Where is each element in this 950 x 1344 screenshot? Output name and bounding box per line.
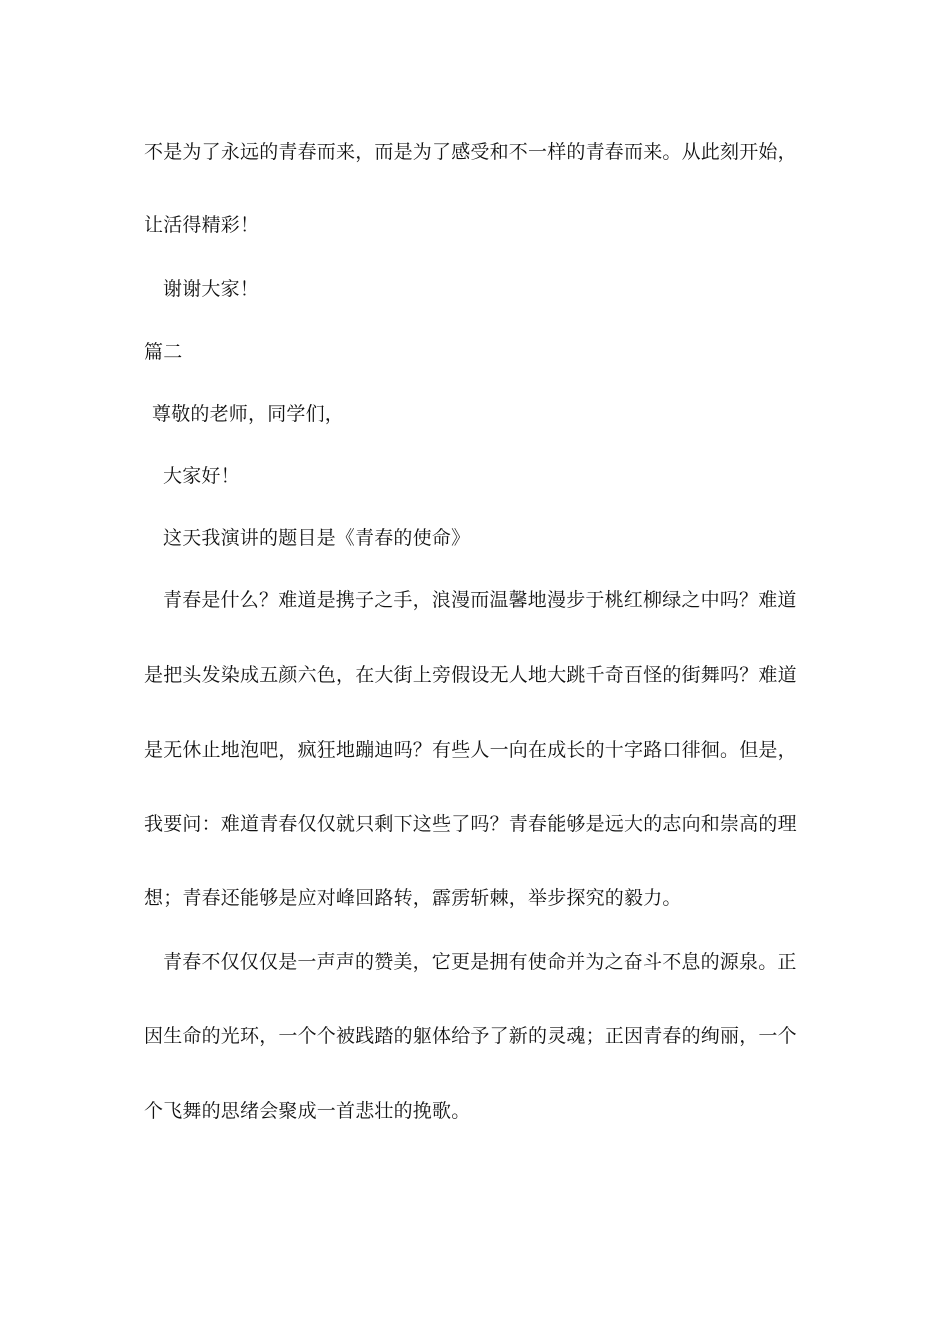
paragraph-line: 是把头发染成五颜六色，在大街上旁假设无人地大跳千奇百怪的街舞吗？难道 [144,664,797,686]
salutation-line: 尊敬的老师，同学们， [152,403,345,425]
paragraph-line: 让活得精彩！ [144,214,260,236]
paragraph-line: 我要问：难道青春仅仅就只剩下这些了吗？青春能够是远大的志向和崇高的理 [144,813,797,835]
paragraph-line: 不是为了永远的青春而来，而是为了感受和不一样的青春而来。从此刻开始， [144,141,797,163]
paragraph-line: 青春是什么？难道是携子之手，浪漫而温馨地漫步于桃红柳绿之中吗？难道 [163,589,797,611]
paragraph-line: 想；青春还能够是应对峰回路转，霹雳斩棘，举步探究的毅力。 [144,887,682,909]
greeting-line: 大家好！ [163,465,240,487]
paragraph-line: 是无休止地泡吧，疯狂地蹦迪吗？有些人一向在成长的十字路口徘徊。但是， [144,739,797,761]
paragraph-line: 个飞舞的思绪会聚成一首悲壮的挽歌。 [144,1100,471,1122]
paragraph-line: 因生命的光环，一个个被践踏的躯体给予了新的灵魂；正因青春的绚丽，一个 [144,1025,797,1047]
closing-line: 谢谢大家！ [163,278,260,300]
paragraph-line: 青春不仅仅仅是一声声的赞美，它更是拥有使命并为之奋斗不息的源泉。正 [163,951,797,973]
speech-title-line: 这天我演讲的题目是《青春的使命》 [163,527,471,549]
section-heading: 篇二 [144,341,183,363]
